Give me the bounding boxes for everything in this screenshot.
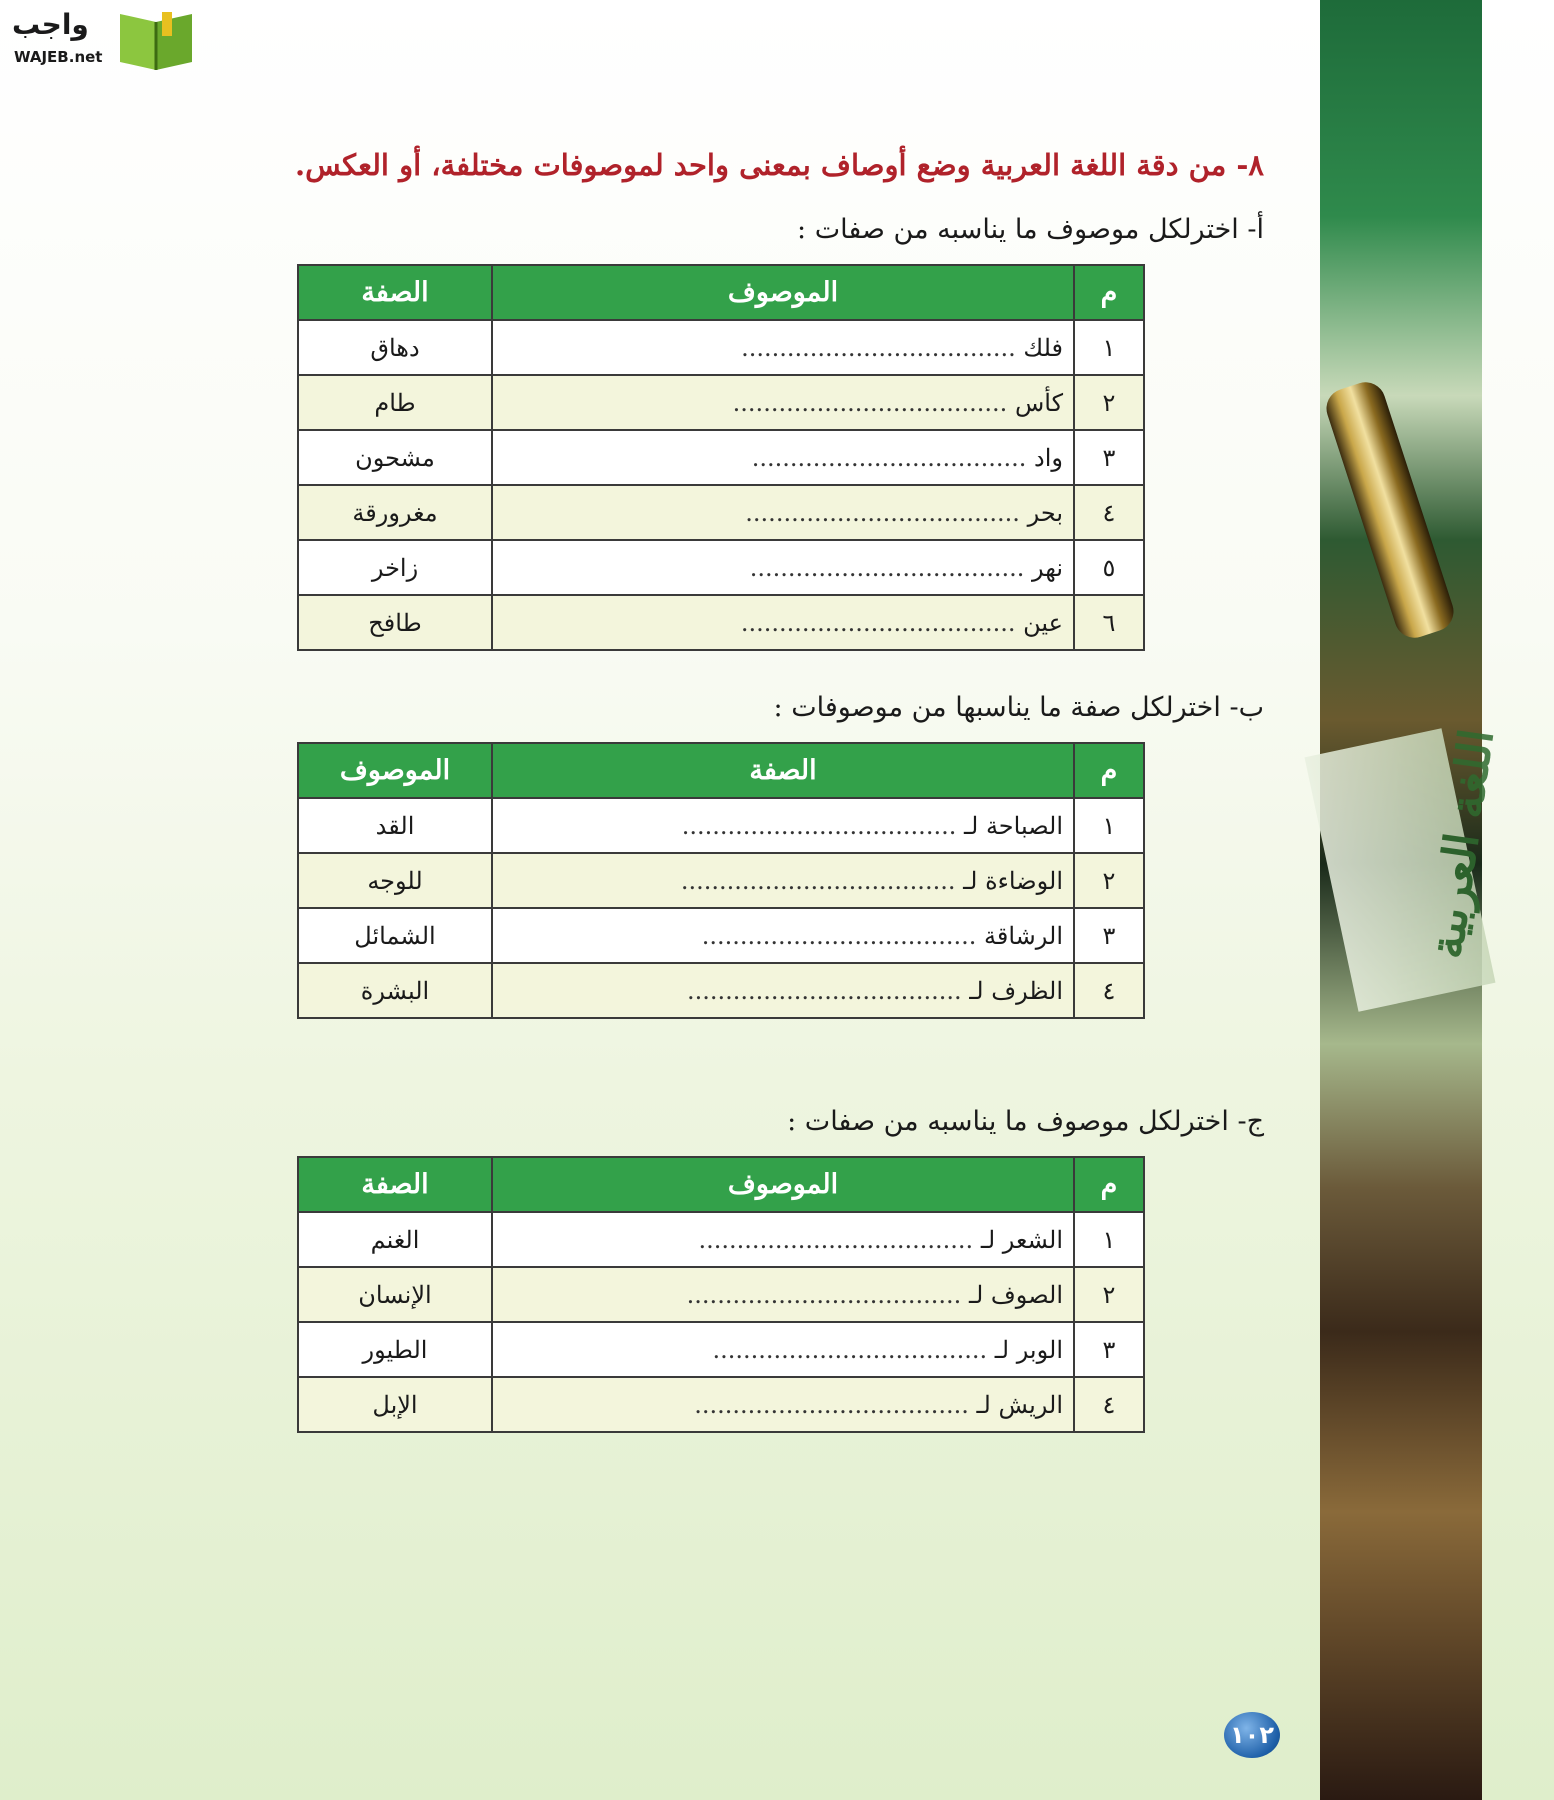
arabic-language-ribbon [1305,725,1504,1011]
row-number: ٤ [1074,1377,1144,1432]
table-row [298,1322,1144,1377]
table-row [298,485,1144,540]
header-number: م [1074,1157,1144,1212]
row-number: ٣ [1074,430,1144,485]
fountain-pen-illustration [1321,377,1458,643]
row-number: ٢ [1074,853,1144,908]
section-b-prompt: ب- اخترلكل صفة ما يناسبها من موصوفات : [773,692,1264,723]
answer-blank[interactable] [492,908,1074,963]
header-described: الموصوف [492,265,1074,320]
table-row [298,1377,1144,1432]
dotted-line: .................................... [698,1225,974,1254]
row-number: ١ [1074,798,1144,853]
table-row [298,540,1144,595]
table-row [298,595,1144,650]
row-number: ٢ [1074,1267,1144,1322]
dotted-line: .................................... [681,811,957,840]
option-word: الغنم [298,1212,492,1267]
answer-blank[interactable] [492,1267,1074,1322]
dotted-line: .................................... [745,498,1020,527]
row-label: عين [1023,608,1063,637]
table-row [298,320,1144,375]
answer-blank[interactable] [492,1322,1074,1377]
open-book-icon [116,12,196,72]
row-number: ٣ [1074,1322,1144,1377]
answer-blank[interactable] [492,1212,1074,1267]
row-label: الشعر لـ [980,1225,1063,1254]
row-label: نهر [1032,553,1063,582]
option-word: للوجه [298,853,492,908]
dotted-line: .................................... [686,976,962,1005]
dotted-line: .................................... [686,1280,962,1309]
header-number: م [1074,265,1144,320]
row-number: ٢ [1074,375,1144,430]
answer-blank[interactable] [492,963,1074,1018]
row-number: ٥ [1074,540,1144,595]
answer-blank[interactable] [492,1377,1074,1432]
row-label: بحر [1027,498,1063,527]
logo-latin-text: WAJEB.net [14,48,103,66]
row-number: ٦ [1074,595,1144,650]
table-row [298,908,1144,963]
header-adjective: الصفة [298,1157,492,1212]
header-described: الموصوف [298,743,492,798]
option-word: طافح [298,595,492,650]
dotted-line: .................................... [732,388,1008,417]
answer-blank[interactable] [492,430,1074,485]
table-row [298,1267,1144,1322]
dotted-line: .................................... [712,1335,988,1364]
dotted-line: .................................... [740,608,1016,637]
option-word: مشحون [298,430,492,485]
answer-blank[interactable] [492,595,1074,650]
row-label: فلك [1023,333,1063,362]
row-number: ٤ [1074,485,1144,540]
option-word: مغرورقة [298,485,492,540]
header-adjective: الصفة [298,265,492,320]
row-number: ١ [1074,1212,1144,1267]
row-label: الوبر لـ [994,1335,1063,1364]
dotted-line: .................................... [680,866,956,895]
option-word: طام [298,375,492,430]
row-label: الصباحة لـ [963,811,1063,840]
dotted-line: .................................... [694,1390,969,1419]
table-row [298,853,1144,908]
answer-blank[interactable] [492,485,1074,540]
row-number: ٣ [1074,908,1144,963]
option-word: الشمائل [298,908,492,963]
table-row [298,798,1144,853]
row-label: الصوف لـ [968,1280,1063,1309]
table-row [298,430,1144,485]
answer-blank[interactable] [492,320,1074,375]
row-label: الريش لـ [976,1390,1063,1419]
section-c-table [297,1156,1145,1433]
section-b-table [297,742,1145,1019]
ribbon-text: اللغة العربية [1418,725,1504,962]
answer-blank[interactable] [492,540,1074,595]
wajeb-logo[interactable] [10,8,190,68]
option-word: دهاق [298,320,492,375]
answer-blank[interactable] [492,375,1074,430]
header-number: م [1074,743,1144,798]
table-row [298,963,1144,1018]
table-row [298,375,1144,430]
option-word: الطيور [298,1322,492,1377]
header-described: الموصوف [492,1157,1074,1212]
row-label: كأس [1014,388,1063,417]
dotted-line: .................................... [749,553,1025,582]
section-a-prompt: أ- اخترلكل موصوف ما يناسبه من صفات : [797,214,1264,245]
page-number-badge: ١٠٢ [1224,1712,1280,1758]
row-label: الرشاقة [984,921,1063,950]
section-a-table [297,264,1145,651]
row-label: الظرف لـ [969,976,1063,1005]
answer-blank[interactable] [492,853,1074,908]
table-row [298,1212,1144,1267]
header-adjective: الصفة [492,743,1074,798]
option-word: الإنسان [298,1267,492,1322]
exercise-heading: ٨- من دقة اللغة العربية وضع أوصاف بمعنى واحد لموصوفات مختلفة، أو العكس. [295,148,1264,182]
option-word: القد [298,798,492,853]
dotted-line: .................................... [741,333,1016,362]
answer-blank[interactable] [492,798,1074,853]
row-label: واد [1034,443,1063,472]
section-c-prompt: ج- اخترلكل موصوف ما يناسبه من صفات : [787,1106,1264,1137]
row-label: الوضاءة لـ [963,866,1063,895]
row-number: ٤ [1074,963,1144,1018]
option-word: الإبل [298,1377,492,1432]
option-word: البشرة [298,963,492,1018]
row-number: ١ [1074,320,1144,375]
dotted-line: .................................... [701,921,977,950]
option-word: زاخر [298,540,492,595]
logo-arabic-text: واجب [12,8,89,41]
decorative-side-image [1320,0,1504,1800]
dotted-line: .................................... [751,443,1027,472]
